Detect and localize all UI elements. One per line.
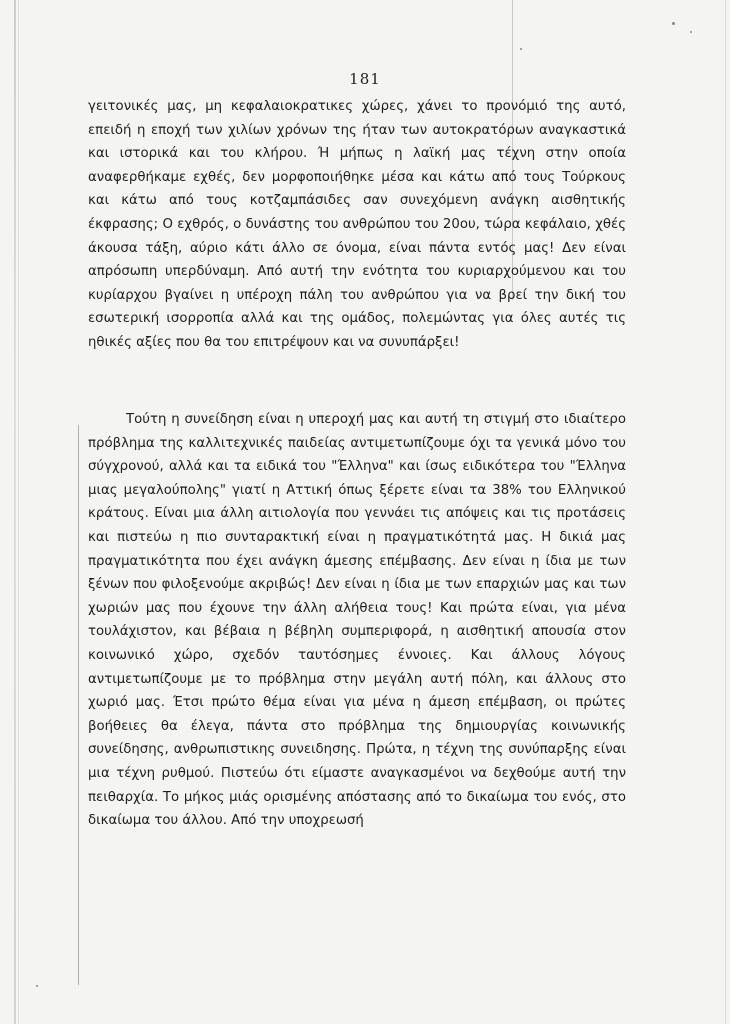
scan-shadow-left-inner (18, 0, 19, 1024)
paragraph-2: Τούτη η συνείδηση είναι η υπεροχή μας και αυτή τη στιγμή στο ιδιαίτερο πρόβλημα της καλλιτεχνικές παιδείας αντιμετωπίζουμε όχι τα γενικά μόνο του σύγχρονού, αλλά και τα ειδικά του "Έλληνα" και ίσως ειδικότερα του "Έλληνα μιας μεγαλούπολης" γιατί η Αττική όπως ξέρετε είναι τα 38% του Ελληνικού κράτους. Είναι μια άλλη αιτιολογία που γεννάει τις απόψεις και τις προτάσεις και πιστεύω η πιο συνταρακτική είναι η πραγματικότητά μας. Η δικιά μας πραγματικότητα που έχει ανάγκη άμεσης επέμβασης. Δεν είναι η ίδια με των ξένων που φιλοξενούμε ακριβώς! Δεν είναι η ίδια με των επαρχιών μας και των χωριών μας που έχουνε την άλλη αλήθεια τους! Και πρώτα είναι, για μένα τουλάχιστον, και βέβαια η βέβηλη συμπεριφορά, η αισθητική απουσία στον κοινωνικό χώρο, σχεδόν ταυτόσημες έννοιες. Και άλλους λόγους αντιμετωπίζουμε με το πρόβλημα στην μεγάλη αυτή πόλη, και άλλους στο χωριό μας. Έτσι πρώτο θέμα είναι για μένα η άμεση επέμβαση, οι πρώτες βοήθειες θα έλεγα, πάντα στο πρόβλημα της δημιουργίας κοινωνικής συνείδησης, ανθρωπιστικης συνειδησης. Πρώτα, η τέχνη της συνύπαρξης είναι μια τέχνη ρυθμού. Πιστεύω ότι είμαστε αναγκασμένοι να δεχθούμε αυτή την πειθαρχία. Το μήκος μιάς ορισμένης απόστασης από το δικαίωμα του ενός, στο δικαίωμα του άλλου. Από την υποχρεωσή (88, 412, 626, 829)
scan-speck (520, 48, 522, 50)
page-number: 181 (349, 70, 381, 88)
scan-shadow-right (725, 0, 726, 1024)
scan-speck (36, 985, 38, 987)
scan-speck (672, 22, 675, 25)
scan-speck (690, 31, 692, 33)
paragraph-1: γειτονικές μας, μη κεφαλαιοκρατικες χώρες, χάνει το προνόμιό της αυτό, επειδή η εποχή των χιλίων χρόνων της ήταν των αυτοκρατόρων αναγκαστικά και ιστορικά και του κλήρου. Ή μήπως η λαϊκή μας τέχνη στην οποία αναφερθήκαμε εχθές, δεν μορφοποιήθηκε μέσα και κάτω από τους Τούρκους και κάτω από τους κοτζαμπάσιδες σαν συνεχόμενη ανάγκη αισθητικής έκφρασης; Ο εχθρός, ο δυνάστης του ανθρώπου του 20ου, τώρα κεφάλαιο, χθές άκουσα τάξη, αύριο κάτι άλλο σε όνομα, είναι πάντα εντός μας! Δεν είναι απρόσωπη υπερδύναμη. Από αυτή την ενότητα του κυριαρχούμενου και του κυρίαρχου βγαίνει η υπέροχη πάλη του ανθρώπου για να βρεί την δική του εσωτερική ισορροπία αλλά και της ομάδος, πολεμώντας για όλες αυτές τις ηθικές αξίες που θα του επιτρέψουν και να συνυπάρξει! (88, 99, 626, 350)
scan-shadow-left (14, 0, 16, 1024)
margin-mark (78, 425, 79, 985)
